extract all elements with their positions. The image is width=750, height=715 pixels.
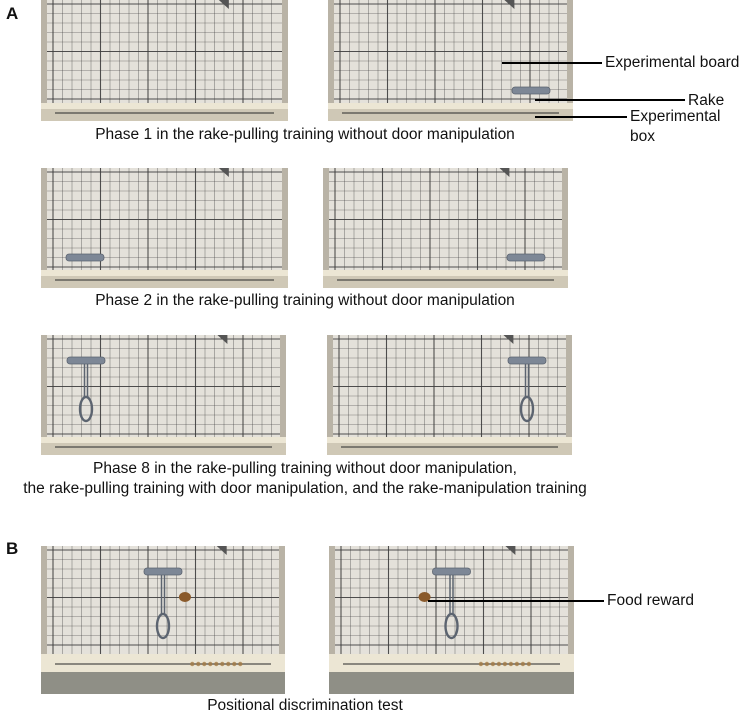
debris-dot (491, 662, 495, 666)
photo-phase2-left (41, 168, 288, 288)
leader-box (535, 116, 627, 118)
debris-dot (497, 662, 501, 666)
debris-dot (226, 662, 230, 666)
photo-phase1-right (328, 0, 573, 121)
board-frame-left (41, 0, 47, 121)
photo-test-left (41, 546, 285, 694)
rake-bar (144, 568, 182, 575)
panel-b-letter: B (6, 539, 19, 558)
photo-phase8-right (327, 335, 572, 455)
rake-bar (67, 357, 105, 364)
debris-dot (220, 662, 224, 666)
box-rim (329, 654, 574, 672)
leader-food (428, 600, 604, 602)
rake-bar (508, 357, 546, 364)
box-rim (328, 103, 573, 109)
debris-dot (238, 662, 242, 666)
label-experimental-board: Experimental board (605, 54, 740, 71)
label-food-reward: Food reward (607, 592, 695, 609)
label-experimental-box-line2: box (630, 128, 655, 145)
debris-dot (208, 662, 212, 666)
debris-dot (509, 662, 513, 666)
debris-dot (202, 662, 206, 666)
debris-dot (521, 662, 525, 666)
photo-test-right (329, 546, 574, 694)
photo-phase2-right (323, 168, 568, 288)
panel-a-letter: A (6, 4, 19, 23)
debris-dot (527, 662, 531, 666)
rake-bar (66, 254, 104, 261)
debris-dot (214, 662, 218, 666)
caption-phase8-line2: the rake-pulling training with door manipulation, and the rake-manipulation training (23, 480, 587, 497)
box-rim (41, 270, 288, 276)
board-frame-left (328, 0, 334, 121)
caption-phase1: Phase 1 in the rake-pulling training without door manipulation (95, 126, 515, 143)
rake-bar (512, 87, 550, 94)
debris-dot (515, 662, 519, 666)
caption-phase8-line1: Phase 8 in the rake-pulling training without door manipulation, (93, 460, 517, 477)
label-experimental-box-line1: Experimental (630, 108, 721, 125)
leader-rake (535, 99, 685, 101)
photo-phase8-left (41, 335, 286, 455)
debris-dot (485, 662, 489, 666)
caption-phase2: Phase 2 in the rake-pulling training without door manipulation (95, 292, 515, 309)
caption-positional-test: Positional discrimination test (207, 697, 403, 714)
debris-dot (479, 662, 483, 666)
box-rim (323, 270, 568, 276)
leader-board (502, 62, 602, 64)
rake-bar (507, 254, 545, 261)
board-frame-right (282, 0, 288, 121)
box-rim (41, 654, 285, 672)
box-rim (41, 437, 286, 443)
box-rim (327, 437, 572, 443)
box-rim (41, 103, 288, 109)
debris-dot (190, 662, 194, 666)
food-reward (179, 592, 191, 602)
board-frame-right (567, 0, 573, 121)
debris-dot (232, 662, 236, 666)
debris-dot (196, 662, 200, 666)
label-rake: Rake (688, 92, 725, 109)
debris-dot (503, 662, 507, 666)
photo-phase1-left (41, 0, 288, 121)
rake-bar (433, 568, 471, 575)
